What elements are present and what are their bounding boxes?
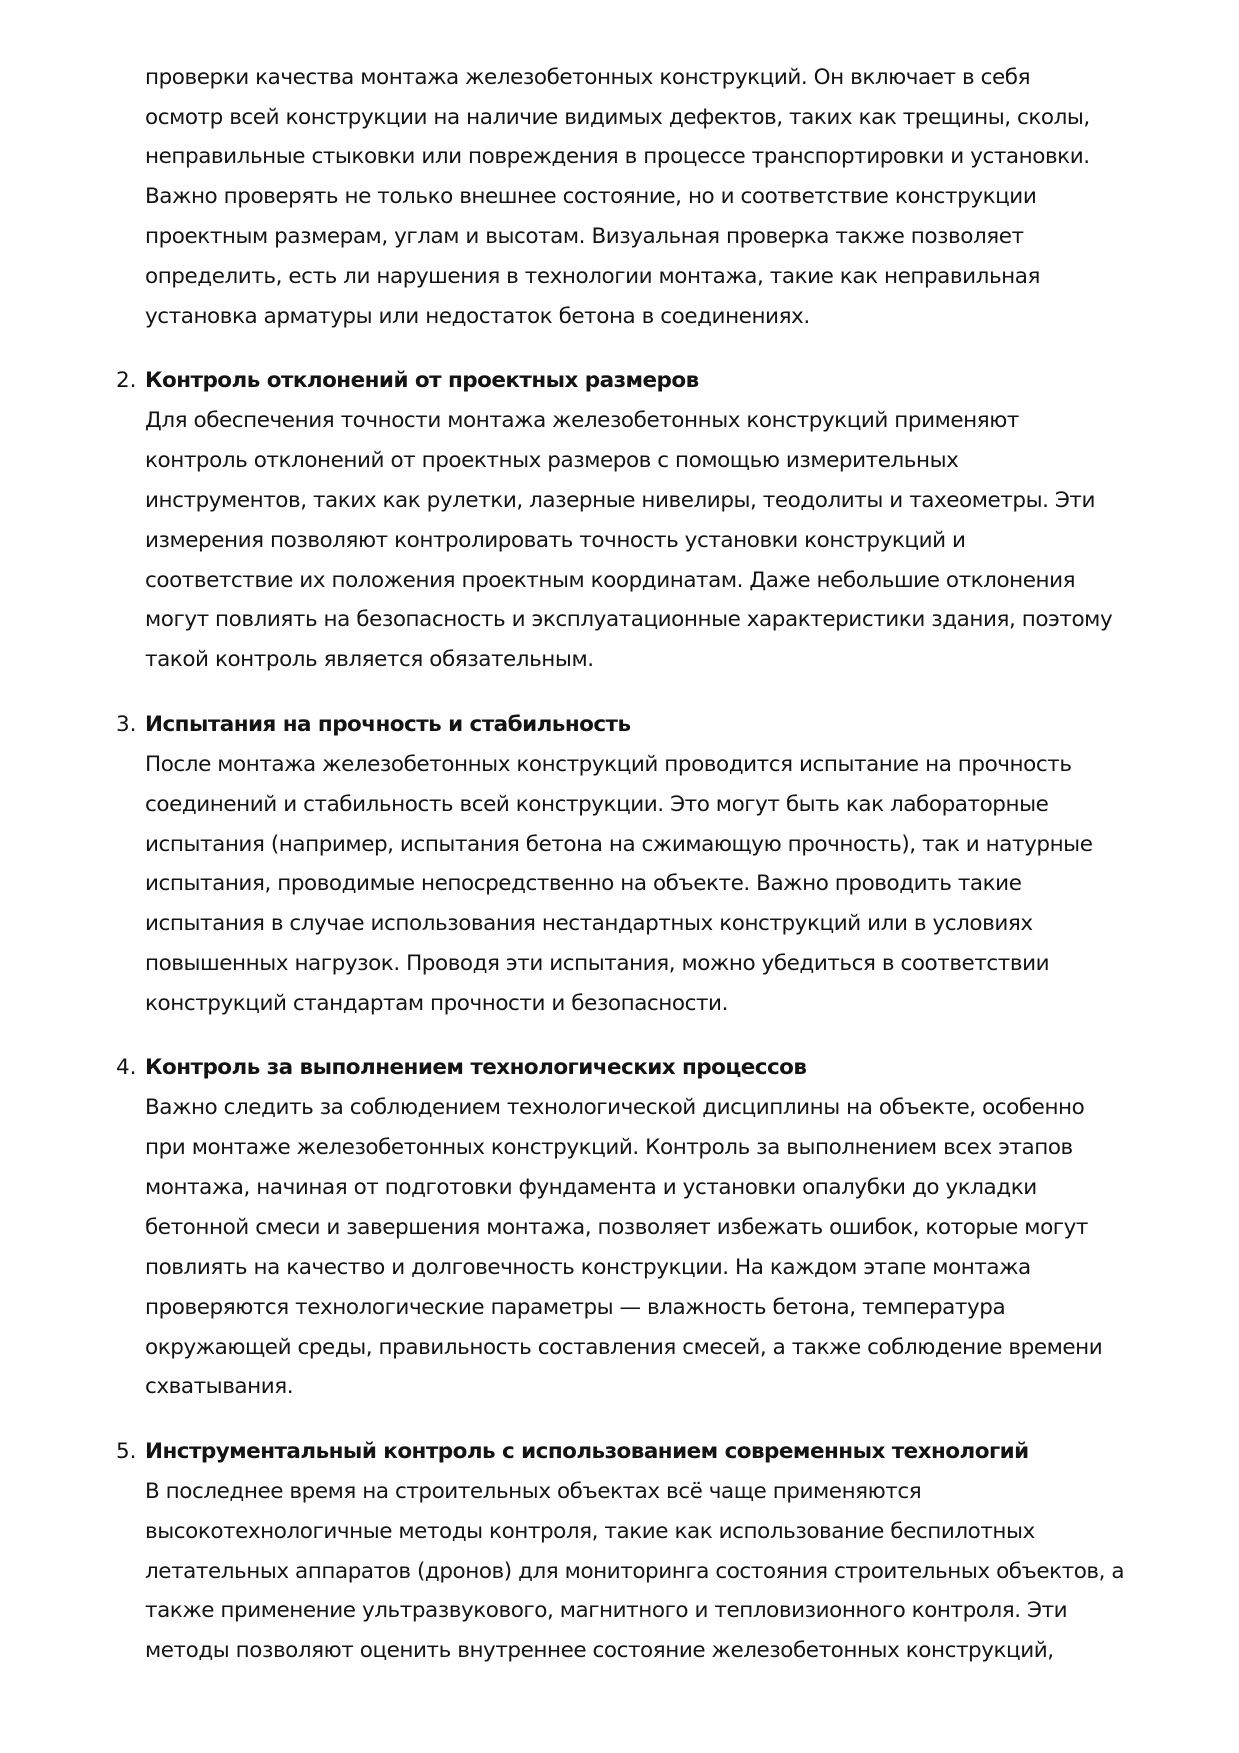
list-item-title: Контроль за выполнением технологических процессов: [145, 1055, 807, 1080]
list-item-line: соединений и стабильность всей конструкции. Это могут быть как лабораторные: [145, 792, 1049, 817]
list-item-number: 4.: [116, 1055, 137, 1080]
list-item-line: высокотехнологичные методы контроля, такие как использование беспилотных: [145, 1519, 1035, 1544]
list-item-title: Инструментальный контроль с использованием современных технологий: [145, 1439, 1029, 1464]
list-item-number: 2.: [116, 368, 137, 393]
list-item-line: могут повлиять на безопасность и эксплуатационные характеристики здания, поэтому: [145, 607, 1113, 632]
list-item-line: После монтажа железобетонных конструкций проводится испытание на прочность: [145, 752, 1072, 777]
list-item-line: Для обеспечения точности монтажа железобетонных конструкций применяют: [145, 408, 1019, 433]
list-item-line: бетонной смеси и завершения монтажа, позволяет избежать ошибок, которые могут: [145, 1215, 1088, 1240]
list-item-line: также применение ультразвукового, магнитного и тепловизионного контроля. Эти: [145, 1598, 1068, 1623]
list-item-line: методы позволяют оценить внутреннее состояние железобетонных конструкций,: [145, 1638, 1054, 1663]
intro-line: проверки качества монтажа железобетонных конструкций. Он включает в себя: [145, 65, 1031, 90]
list-item-line: Важно следить за соблюдением технологической дисциплины на объекте, особенно: [145, 1095, 1085, 1120]
list-item-line: В последнее время на строительных объектах всё чаще применяются: [145, 1479, 922, 1504]
list-item-line: схватывания.: [145, 1374, 294, 1399]
list-item-line: инструментов, таких как рулетки, лазерные нивелиры, теодолиты и тахеометры. Эти: [145, 488, 1096, 513]
list-item-line: испытания в случае использования нестандартных конструкций или в условиях: [145, 911, 1033, 936]
intro-line: определить, есть ли нарушения в технологии монтажа, такие как неправильная: [145, 264, 1040, 289]
list-item-line: испытания, проводимые непосредственно на объекте. Важно проводить такие: [145, 871, 1022, 896]
list-item-line: монтажа, начиная от подготовки фундамента и установки опалубки до укладки: [145, 1175, 1037, 1200]
list-item-number: 3.: [116, 712, 137, 737]
list-item-line: проверяются технологические параметры — влажность бетона, температура: [145, 1295, 1006, 1320]
list-item-line: окружающей среды, правильность составления смесей, а также соблюдение времени: [145, 1335, 1103, 1360]
intro-line: установка арматуры или недостаток бетона в соединениях.: [145, 304, 810, 329]
intro-line: Важно проверять не только внешнее состояние, но и соответствие конструкции: [145, 184, 1037, 209]
list-item-line: контроль отклонений от проектных размеров с помощью измерительных: [145, 448, 959, 473]
list-item-line: при монтаже железобетонных конструкций. Контроль за выполнением всех этапов: [145, 1135, 1073, 1160]
list-item-line: летательных аппаратов (дронов) для мониторинга состояния строительных объектов, а: [145, 1559, 1125, 1584]
list-item-line: измерения позволяют контролировать точность установки конструкций и: [145, 528, 966, 553]
intro-line: осмотр всей конструкции на наличие видимых дефектов, таких как трещины, сколы,: [145, 105, 1090, 130]
list-item-line: конструкций стандартам прочности и безопасности.: [145, 991, 728, 1016]
list-item-line: повышенных нагрузок. Проводя эти испытания, можно убедиться в соответствии: [145, 951, 1050, 976]
list-item-line: соответствие их положения проектным координатам. Даже небольшие отклонения: [145, 568, 1076, 593]
intro-line: проектным размерам, углам и высотам. Визуальная проверка также позволяет: [145, 224, 1024, 249]
intro-line: неправильные стыковки или повреждения в процессе транспортировки и установки.: [145, 144, 1090, 169]
list-item-line: повлиять на качество и долговечность конструкции. На каждом этапе монтажа: [145, 1255, 1031, 1280]
list-item-line: испытания (например, испытания бетона на сжимающую прочность), так и натурные: [145, 832, 1093, 857]
list-item-title: Контроль отклонений от проектных размеров: [145, 368, 699, 393]
list-item-number: 5.: [116, 1439, 137, 1464]
list-item-line: такой контроль является обязательным.: [145, 647, 594, 672]
list-item-title: Испытания на прочность и стабильность: [145, 712, 631, 737]
